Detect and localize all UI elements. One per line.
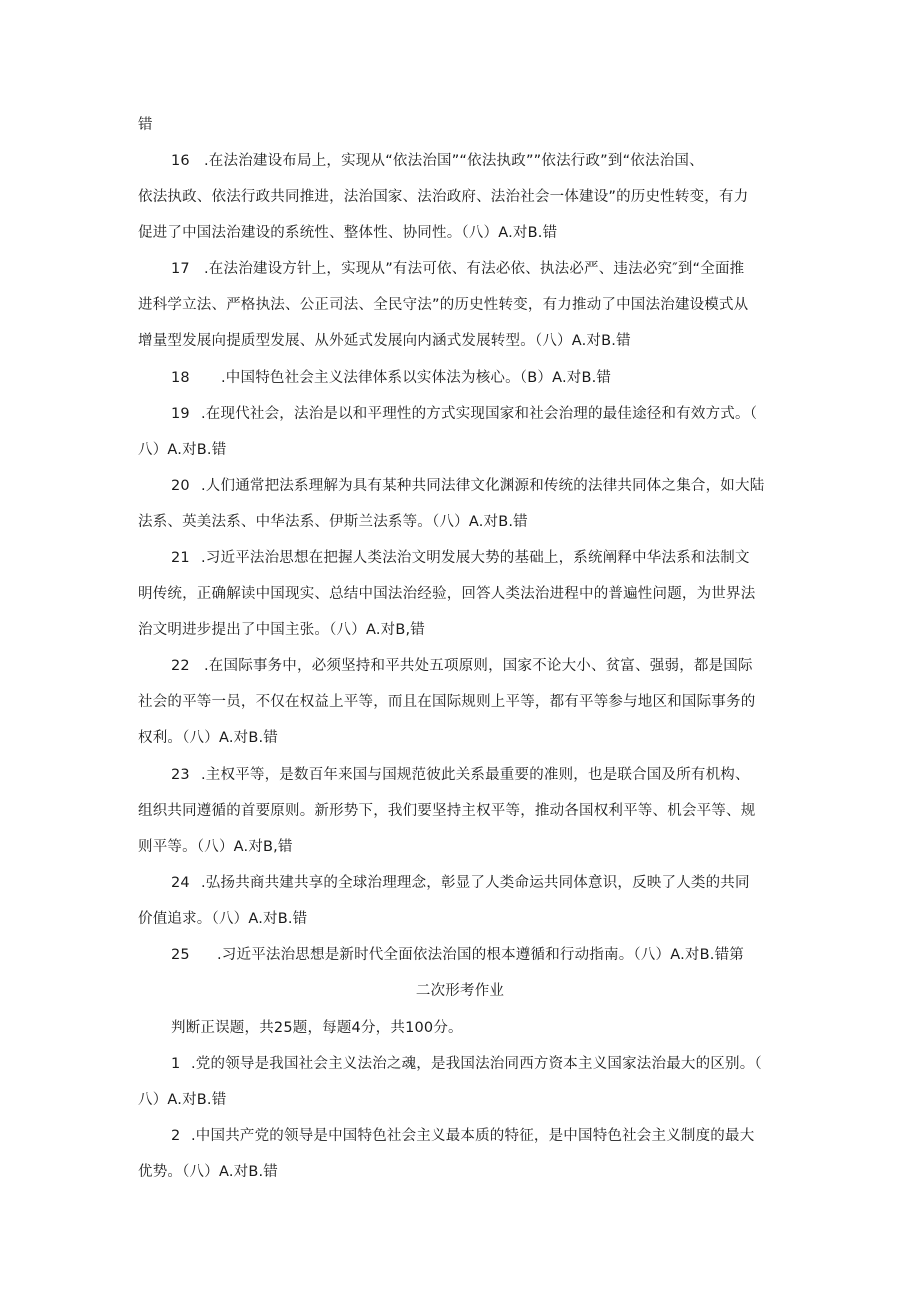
text-line: 则平等。（八）A.对B,错 bbox=[138, 839, 293, 855]
question-number: 1 bbox=[171, 1056, 181, 1072]
question-22: 22 .在国际事务中，必须坚持和平共处五项原则，国家不论大小、贫富、强弱，都是国际 bbox=[171, 658, 753, 674]
question-16: 16 .在法治建设布局上，实现从“依法治国”“依法执政””依法行政”到“依法治国、 bbox=[171, 153, 704, 169]
question-number: 20 bbox=[171, 478, 190, 494]
text-line: 治文明进步提出了中国主张。（八）A.对B,错 bbox=[138, 622, 425, 638]
text-line: 八）A.对B.错 bbox=[138, 1092, 227, 1108]
text-line: 依法执政、依法行政共同推进，法治国家、法治政府、法治社会一体建设”的历史性转变，有力 bbox=[138, 189, 749, 205]
text-line: 进科学立法、严格执法、公正司法、全民守法”的历史性转变，有力推动了中国法治建设模式从 bbox=[138, 297, 749, 313]
question-21: 21 .习近平法治思想在把握人类法治文明发展大势的基础上，系统阐释中华法系和法制文 bbox=[171, 550, 750, 566]
text-line: 社会的平等一员，不仅在权益上平等，而且在国际规则上平等，都有平等参与地区和国际事务的 bbox=[138, 694, 756, 710]
question-number: 2 bbox=[171, 1128, 181, 1144]
question-1: 1 .党的领导是我国社会主义法治之魂，是我国法治同西方资本主义国家法治最大的区别。（ bbox=[171, 1056, 762, 1072]
section-instructions: 判断正误题，共25题，每题4分，共100分。 bbox=[171, 1020, 463, 1036]
question-number: 23 bbox=[171, 767, 190, 783]
text-line: 优势。（八）A.对B.错 bbox=[138, 1164, 278, 1180]
text-line: 促进了中国法治建设的系统性、整体性、协同性。（八）A.对B.错 bbox=[138, 225, 558, 241]
question-number: 21 bbox=[171, 550, 190, 566]
question-number: 22 bbox=[171, 658, 190, 674]
question-25: 25 .习近平法治思想是新时代全面依法治国的根本遵循和行动指南。（八）A.对B.错第 bbox=[171, 947, 744, 963]
text-line: 法系、英美法系、中华法系、伊斯兰法系等。（八）A.对B.错 bbox=[138, 514, 528, 530]
question-number: 16 bbox=[171, 153, 190, 169]
question-17: 17 .在法治建设方针上，实现从”有法可依、有法必依、执法必严、违法必究″到“全面推 bbox=[171, 261, 745, 277]
question-number: 17 bbox=[171, 261, 190, 277]
text-line: 错 bbox=[138, 117, 153, 133]
text-line: 增量型发展向提质型发展、从外延式发展向内涵式发展转型。（八）A.对B.错 bbox=[138, 333, 631, 349]
question-19: 19 .在现代社会，法治是以和平理性的方式实现国家和社会治理的最佳途径和有效方式。（ bbox=[171, 406, 758, 422]
question-number: 25 bbox=[171, 947, 190, 963]
question-20: 20 .人们通常把法系理解为具有某种共同法律文化渊源和传统的法律共同体之集合，如大陆 bbox=[171, 478, 765, 494]
question-number: 18 bbox=[171, 370, 190, 386]
question-number: 24 bbox=[171, 875, 190, 891]
text-line: 八）A.对B.错 bbox=[138, 442, 227, 458]
question-24: 24 .弘扬共商共建共享的全球治理理念，彰显了人类命运共同体意识，反映了人类的共同 bbox=[171, 875, 750, 891]
text-line: 权利。（八）A.对B.错 bbox=[138, 730, 278, 746]
question-number: 19 bbox=[171, 406, 190, 422]
question-2: 2 .中国共产党的领导是中国特色社会主义最本质的特征，是中国特色社会主义制度的最大 bbox=[171, 1128, 755, 1144]
text-line: 组织共同遵循的首要原则。新形势下，我们要坚持主权平等，推动各国权利平等、机会平等、规 bbox=[138, 803, 756, 819]
question-23: 23 .主权平等，是数百年来国与国规范彼此关系最重要的准则，也是联合国及所有机构、 bbox=[171, 767, 750, 783]
question-18: 18 .中国特色社会主义法律体系以实体法为核心。（B）A.对B.错 bbox=[171, 370, 612, 386]
text-line: 价值追求。（八）A.对B.错 bbox=[138, 911, 308, 927]
section-title: 二次形考作业 bbox=[415, 983, 505, 999]
text-line: 明传统，正确解读中国现实、总结中国法治经验，回答人类法治进程中的普遍性问题，为世界法 bbox=[138, 586, 756, 602]
